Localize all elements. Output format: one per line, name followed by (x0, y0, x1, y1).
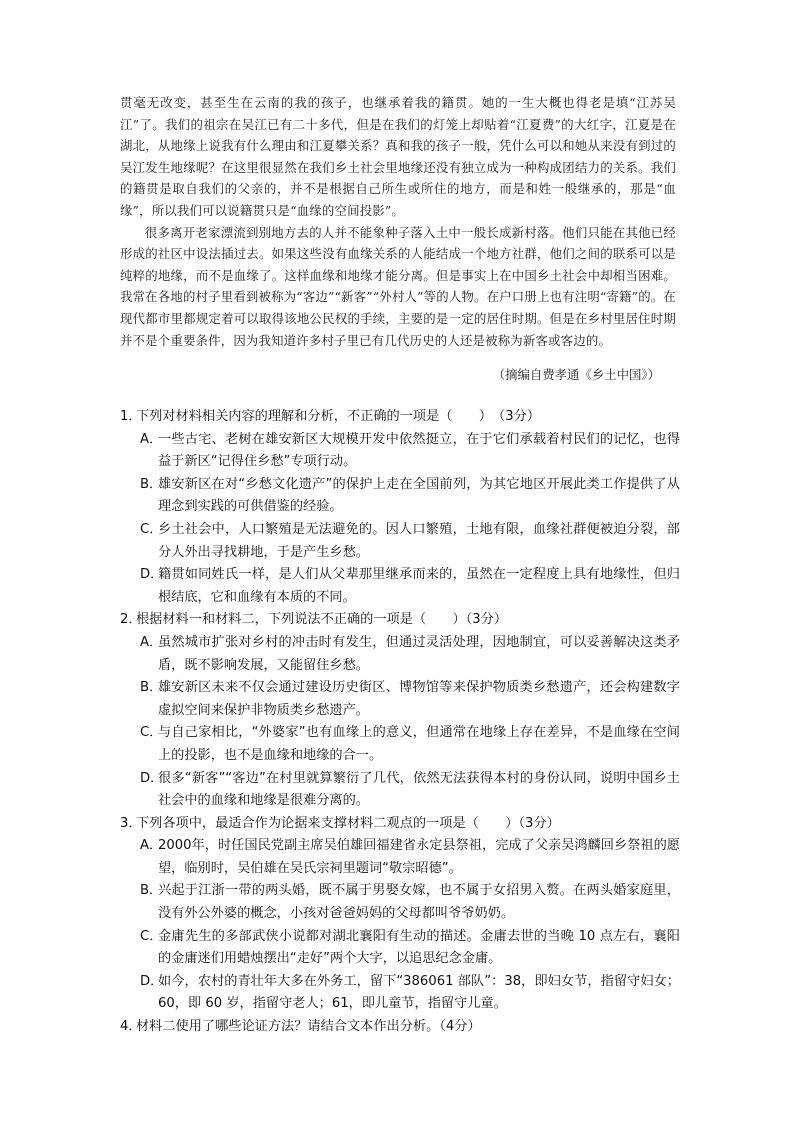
answer-option (140, 768, 680, 813)
question-3 (120, 813, 680, 1016)
option-text: 虽然城市扩张对乡村的冲击时有发生，但通过灵活处理，因地制宜，可以妥善解决这类矛盾，既不影响发展，又能留住乡愁。 (158, 634, 680, 673)
option-text: 如今，农村的青壮年大多在外务工，留下“386061 部队”：38，即妇女节，指留守妇女；60，即 60 岁，指留守老人；61，即儿童节，指留守儿童。 (158, 973, 680, 1012)
answer-option (140, 564, 680, 609)
answer-option (140, 926, 680, 971)
question-text: 下列对材料相关内容的理解和分析，不正确的一项是（ ） （3分） (136, 409, 540, 424)
question-text: 下列各项中，最适合作为论据来支撑材料二观点的一项是（ ）（3分） (136, 815, 560, 831)
question-text: 材料二使用了哪些论证方法？请结合文本作出分析。（4分） (136, 1019, 481, 1035)
option-key: A． (140, 431, 163, 447)
question-stem (120, 1016, 680, 1039)
option-text: 雄安新区未来不仅会通过建设历史街区、博物馆等来保护物质类乡愁遗产，还会构建数字虚拟空间来保护非物质类乡愁遗产。 (158, 680, 680, 718)
answer-option (140, 880, 680, 925)
option-text: 籍贯如同姓氏一样，是人们从父辈那里继承而来的，虽然在一定程度上具有地缘性，但归根结底，它和血缘有本质的不同。 (158, 567, 680, 605)
answer-option (140, 429, 680, 474)
option-key: C． (140, 521, 163, 537)
passage-paragraph: 很多离开老家漂流到别地方去的人并不能象种子落入土中一般长成新村落。他们只能在其他已经形成的社区中设法插过去。如果这些没有血缘关系的人能结成一个地方社群，他们之间的联系可以是纯粹的地缘，而不是血缘了。这样血缘和地缘才能分离。但是事实上在中国乡土社会中却相当困难。我常在各地的村子里看到被称为“客边”“新客”“外村人”等的人物。在户口册上也有注明“寄籍”的。在现代都市里都规定着可以取得该地公民权的手续，主要的是一定的居住时期。但是在乡村里居住时期并不是个重要条件，因为我知道许多村子里已有几代历史的人还是被称为新客或客边的。 (120, 224, 676, 348)
answer-option (140, 677, 680, 722)
question-stem (120, 813, 680, 836)
option-key: D． (140, 973, 164, 989)
option-key: D． (140, 770, 164, 786)
reading-passage (120, 92, 676, 351)
option-key: B． (140, 883, 163, 899)
option-text: 金庸先生的多部武侠小说都对湖北襄阳有生动的描述。金庸去世的当晚 10 点左右，襄阳的金庸迷们用蜡烛摆出“走好”两个大字，以追思纪念金庸。 (158, 928, 680, 967)
option-key: A． (140, 634, 163, 650)
option-text: 与自己家相比，“外婆家”也有血缘上的意义，但通常在地缘上存在差异，不是血缘在空间上的投影，也不是血缘和地缘的合一。 (158, 725, 680, 763)
answer-option (140, 971, 680, 1016)
option-text: 兴起于江浙一带的两头婚，既不属于男娶女嫁，也不属于女招男入赘。在两头婚家庭里，没有外公外婆的概念，小孩对爸爸妈妈的父母都叫爷爷奶奶。 (158, 883, 680, 922)
passage-source: （摘编自费孝通《乡土中国》） (492, 367, 660, 382)
answer-option (140, 722, 680, 767)
option-text: 乡土社会中，人口繁殖是无法避免的。因人口繁殖，土地有限，血缘社群便被迫分裂，部分人外出寻找耕地，于是产生乡愁。 (158, 521, 680, 560)
option-text: 雄安新区在对“乡愁文化遗产”的保护上走在全国前列，为其它地区开展此类工作提供了从理念到实践的可供借鉴的经验。 (158, 476, 680, 515)
option-key: B． (140, 476, 163, 492)
question-2 (120, 609, 680, 812)
question-stem (120, 406, 680, 429)
question-number: 4． (120, 1019, 142, 1035)
option-key: C． (140, 725, 163, 741)
question-number: 2． (120, 612, 142, 628)
question-stem (120, 609, 680, 632)
option-text: 2000年，时任国民党副主席吴伯雄回福建省永定县祭祖，完成了父亲吴鸿麟回乡祭祖的愿望，临别时，吴伯雄在吴氏宗祠里题词“敬宗昭德”。 (158, 838, 680, 876)
option-key: A． (140, 838, 163, 854)
question-1 (120, 406, 680, 609)
question-number: 3． (120, 815, 142, 831)
option-key: C． (140, 928, 163, 944)
answer-option (140, 632, 680, 677)
question-text: 根据材料一和材料二，下列说法不正确的一项是（ ）（3分） (136, 612, 508, 628)
answer-option (140, 835, 680, 880)
passage-paragraph: 贯毫无改变，甚至生在云南的我的孩子，也继承着我的籍贯。她的一生大概也得老是填“江苏吴江”了。我们的祖宗在吴江已有二十多代，但是在我们的灯笼上却贴着“江夏费”的大红字，江夏是在湖北，从地缘上说我有什么理由和江夏攀关系？真和我的孩子一般，凭什么可以和她从来没有到过的吴江发生地缘呢？在这里很显然在我们乡土社会里地缘还没有独立成为一种构成团结力的关系。我们的籍贯是取自我们的父亲的，并不是根据自己所生或所住的地方，而是和姓一般继承的，那是“血缘”，所以我们可以说籍贯只是“血缘的空间投影”。 (120, 95, 676, 218)
option-text: 很多“新客”“客边”在村里就算繁衍了几代，依然无法获得本村的身份认同，说明中国乡土社会中的血缘和地缘是很难分离的。 (158, 770, 680, 809)
answer-option (140, 519, 680, 564)
option-text: 一些古宅、老树在雄安新区大规模开发中依然挺立，在于它们承载着村民们的记忆，也得益于新区“记得住乡愁”专项行动。 (158, 431, 680, 470)
option-key: D． (140, 567, 164, 583)
question-number: 1． (120, 409, 142, 424)
question-4 (120, 1016, 680, 1039)
option-key: B． (140, 680, 163, 696)
question-list (120, 406, 680, 1039)
answer-option (140, 474, 680, 519)
